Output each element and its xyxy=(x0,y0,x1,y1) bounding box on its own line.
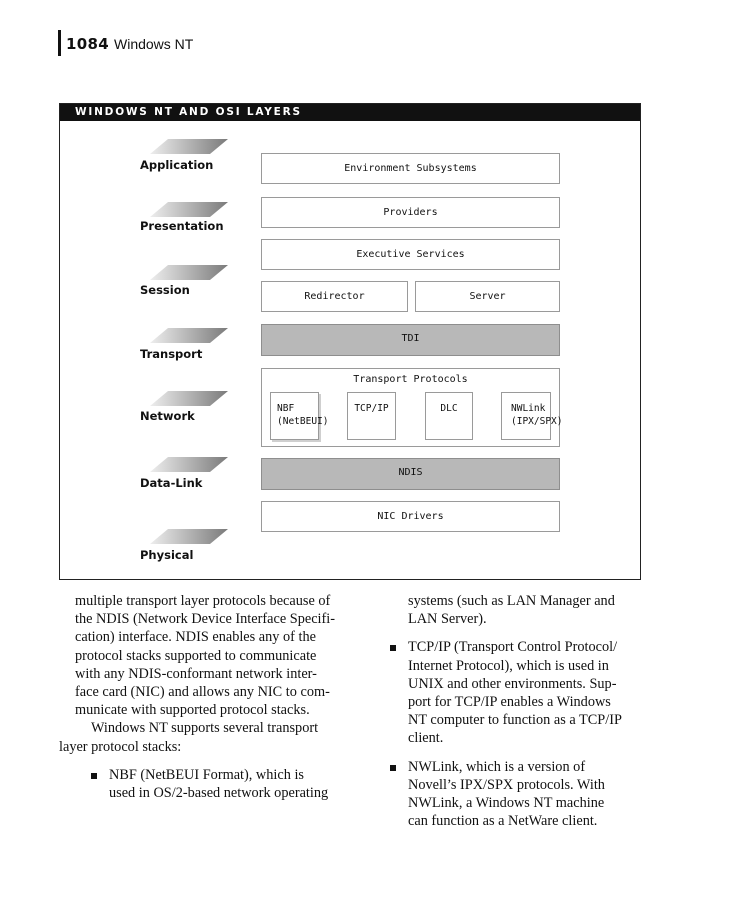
left-column xyxy=(59,592,375,802)
box-label: Providers xyxy=(383,207,438,218)
osi-figure xyxy=(59,103,641,580)
text-line: Internet Protocol), which is used in xyxy=(408,657,609,674)
server-box xyxy=(415,281,560,312)
text-line: NBF (NetBEUI Format), which is xyxy=(109,766,304,783)
bullet-icon xyxy=(390,645,396,651)
layer-label: Presentation xyxy=(140,219,224,233)
text-line: NWLink, which is a version of xyxy=(408,758,586,775)
layer-label: Physical xyxy=(140,548,194,562)
nwlink-sublabel: (IPX/SPX) xyxy=(511,416,563,427)
bullet-item xyxy=(390,638,650,747)
layer-label: Application xyxy=(140,158,214,172)
layer-application xyxy=(140,138,250,198)
layer-plate-icon xyxy=(140,138,250,156)
text-line: layer protocol stacks: xyxy=(59,738,182,755)
layer-plate-icon xyxy=(140,390,250,408)
redirector-box xyxy=(261,281,408,312)
bullet-icon xyxy=(91,773,97,779)
providers-box xyxy=(261,197,560,228)
layer-label: Session xyxy=(140,283,190,297)
text-line: multiple transport layer protocols because of xyxy=(75,593,331,609)
body-paragraph xyxy=(59,719,375,755)
text-line: Novell’s IPX/SPX protocols. With xyxy=(408,776,605,793)
page-number: 1084 xyxy=(66,35,109,53)
layer-physical xyxy=(140,528,250,588)
text-line: used in OS/2-based network operating xyxy=(109,785,329,802)
layer-label: Transport xyxy=(140,347,203,361)
tcpip-label: TCP/IP xyxy=(354,403,389,414)
executive-services-box xyxy=(261,239,560,270)
text-line: municate with supported protocol stacks. xyxy=(75,702,310,719)
box-label: Environment Subsystems xyxy=(344,163,477,174)
layer-presentation xyxy=(140,201,250,261)
layer-plate-icon xyxy=(140,201,250,219)
box-label: Executive Services xyxy=(356,249,465,260)
environment-subsystems-box xyxy=(261,153,560,184)
layer-data-link xyxy=(140,456,250,516)
box-label: NIC Drivers xyxy=(377,511,444,522)
layer-label: Network xyxy=(140,409,195,423)
layer-label: Data-Link xyxy=(140,476,203,490)
layer-transport xyxy=(140,327,250,387)
nbf-sublabel: (NetBEUI) xyxy=(277,416,329,427)
box-label: NDIS xyxy=(398,467,423,478)
box-label: TDI xyxy=(401,333,420,344)
nic-drivers-box xyxy=(261,501,560,532)
text-line: Windows NT supports several transport xyxy=(91,720,319,737)
layer-plate-icon xyxy=(140,528,250,546)
dlc-box xyxy=(425,392,473,440)
running-title: Windows NT xyxy=(114,36,194,52)
text-line: NT computer to function as a TCP/IP xyxy=(408,712,622,729)
text-line: systems (such as LAN Manager and xyxy=(408,593,615,609)
nbf-box xyxy=(270,392,329,440)
text-line: protocol stacks supported to communicate xyxy=(75,647,317,664)
nwlink-label: NWLink xyxy=(511,403,546,414)
layer-plate-icon xyxy=(140,456,250,474)
text-line: the NDIS (Network Device Interface Specifi- xyxy=(75,611,336,628)
dlc-label: DLC xyxy=(440,403,458,414)
bullet-item xyxy=(91,766,375,802)
text-line: with any NDIS-conformant network inter- xyxy=(75,665,317,682)
text-line: cation) interface. NDIS enables any of the xyxy=(75,629,316,646)
right-column xyxy=(390,592,650,830)
bullet-icon xyxy=(390,765,396,771)
text-line: port for TCP/IP enables a Windows xyxy=(408,694,611,711)
tcpip-box xyxy=(347,392,396,440)
nbf-label: NBF xyxy=(277,403,295,414)
text-line: client. xyxy=(408,730,444,747)
header-rule xyxy=(58,30,61,56)
text-line: TCP/IP (Transport Control Protocol/ xyxy=(408,639,618,656)
text-line: UNIX and other environments. Sup- xyxy=(408,675,617,692)
body-paragraph xyxy=(75,592,375,719)
bullet-item xyxy=(390,758,650,831)
text-line: can function as a NetWare client. xyxy=(408,813,598,830)
transport-protocols-box xyxy=(261,368,563,447)
figure-title: WINDOWS NT AND OSI LAYERS xyxy=(60,104,640,121)
box-label: Server xyxy=(469,291,506,302)
text-line: LAN Server). xyxy=(408,611,487,628)
text-line: NWLink, a Windows NT machine xyxy=(408,795,605,812)
text-line: face card (NIC) and allows any NIC to com- xyxy=(75,684,330,701)
bullet-continuation xyxy=(390,592,650,628)
tdi-box xyxy=(261,324,560,356)
box-label: Transport Protocols xyxy=(353,374,468,385)
layer-session xyxy=(140,264,250,324)
box-label: Redirector xyxy=(304,291,365,302)
layer-plate-icon xyxy=(140,264,250,282)
nwlink-box xyxy=(501,392,563,440)
layer-plate-icon xyxy=(140,327,250,345)
ndis-box xyxy=(261,458,560,490)
layer-network xyxy=(140,390,250,450)
